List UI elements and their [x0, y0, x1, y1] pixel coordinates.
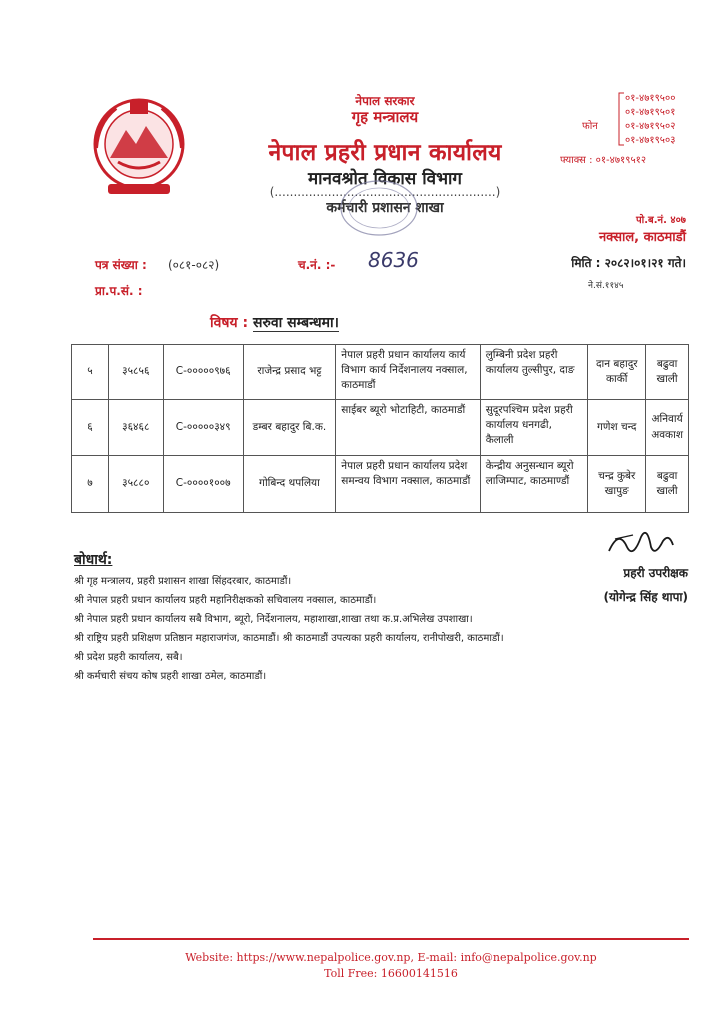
fax-number: फ्याक्स : ०१-४७१९५१२	[560, 155, 647, 166]
table-row	[72, 400, 689, 456]
office-address: नक्साल, काठमाडौं	[598, 230, 686, 245]
dispatch-number: 8636	[368, 248, 419, 272]
transfer-table	[71, 344, 689, 513]
table-cell: केन्द्रीय अनुसन्धान ब्यूरो लाजिम्पाट, काठमाण्डौं	[480, 456, 588, 513]
phone-label: फोन	[582, 121, 598, 132]
ministry-name: गृह मन्त्रालय	[351, 108, 419, 126]
po-box: पो.ब.नं. ४०७	[635, 215, 686, 226]
table-row	[72, 345, 689, 400]
table-cell: सुदूरपश्चिम प्रदेश प्रहरी कार्यालय धनगढी, कैलाली	[480, 400, 588, 456]
table-cell: नेपाल प्रहरी प्रधान कार्यालय प्रदेश समन्वय विभाग नक्साल, काठमाडौं	[336, 456, 480, 513]
table-cell: डम्बर बहादुर बि.क.	[243, 400, 336, 456]
footer-divider	[93, 938, 689, 940]
table-cell: C-००००१००७	[163, 456, 243, 513]
dotted-placeholder: (..........................................................)	[269, 185, 501, 199]
table-cell: नेपाल प्रहरी प्रधान कार्यालय कार्य विभाग कार्य निर्देशनालय नक्साल, काठमाडौं	[336, 345, 480, 400]
office-name: नेपाल प्रहरी प्रधान कार्यालय	[268, 140, 502, 166]
table-cell: ६	[72, 400, 109, 456]
table-cell: ३५८८०	[108, 456, 163, 513]
cc-line: श्री कर्मचारी संचय कोष प्रहरी शाखा ठमेल, काठमाडौं।	[74, 671, 267, 682]
table-cell: साईबर ब्यूरो भोटाहिटी, काठमाडौं	[336, 400, 480, 456]
department-name: मानवश्रोत विकास विभाग	[307, 169, 462, 189]
subject-value: सरुवा सम्बन्धमा।	[252, 315, 339, 331]
table-cell: ३६४६८	[108, 400, 163, 456]
table-cell: बढुवा खाली	[646, 456, 689, 513]
cc-line: श्री राष्ट्रिय प्रहरी प्रशिक्षण प्रतिष्ठान महाराजगंज, काठमाडौं। श्री काठमाडौं उपत्यका प्रहरी कार्यालय, रानीपोखरी, काठमाडौं।	[74, 633, 504, 644]
cc-title: बोधार्थ:	[74, 552, 113, 568]
prapa-label: प्रा.प.सं. :	[95, 284, 143, 298]
table-cell: ३५८५६	[108, 345, 163, 400]
cc-line: श्री गृह मन्त्रालय, प्रहरी प्रशासन शाखा सिंहदरबार, काठमाडौं।	[74, 576, 292, 587]
table-cell: अनिवार्य अवकाश	[646, 400, 689, 456]
cc-line: श्री नेपाल प्रहरी प्रधान कार्यालय सबै विभाग, ब्यूरो, निर्देशनालय, महाशाखा,शाखा तथा क.प्र.अभिलेख उपशाखा।	[74, 614, 473, 625]
table-cell: ७	[72, 456, 109, 513]
dispatch-label: च.नं. :-	[298, 258, 336, 272]
table-cell: C-०००००३४९	[163, 400, 243, 456]
nepal-police-emblem	[88, 92, 190, 200]
table-cell: गणेश चन्द	[588, 400, 646, 456]
subject-line	[210, 313, 339, 332]
phone-number: ०१-४७१९५००	[625, 93, 676, 104]
subject-label: विषय :	[210, 315, 249, 331]
signatory-title: प्रहरी उपरीक्षक	[623, 566, 688, 580]
table-cell: बढुवा खाली	[646, 345, 689, 400]
table-row	[72, 456, 689, 513]
table-cell: C-०००००९७६	[163, 345, 243, 400]
phone-number: ०१-४७१९५०१	[625, 107, 676, 118]
office-stamp	[338, 178, 420, 238]
letter-date: मिति : २०८२।०१।२१ गते।	[571, 256, 686, 270]
table-cell: राजेन्द्र प्रसाद भट्ट	[243, 345, 336, 400]
phone-number: ०१-४७१९५०३	[625, 135, 676, 146]
phone-number: ०१-४७१९५०२	[625, 121, 676, 132]
cc-line: श्री नेपाल प्रहरी प्रधान कार्यालय प्रहरी महानिरीक्षकको सचिवालय नक्साल, काठमाडौं।	[74, 595, 377, 606]
branch-name: कर्मचारी प्रशासन शाखा	[326, 200, 444, 216]
table-cell: ५	[72, 345, 109, 400]
footer-tollfree: Toll Free: 16600141516	[324, 967, 458, 980]
table-cell: गोबिन्द थपलिया	[243, 456, 336, 513]
phone-bracket	[617, 92, 625, 146]
table-cell: दान बहादुर कार्की	[588, 345, 646, 400]
table-cell: लुम्बिनी प्रदेश प्रहरी कार्यालय तुल्सीपुर, दाङ	[480, 345, 588, 400]
footer-website: Website: https://www.nepalpolice.gov.np, E-mail: info@nepalpolice.gov.np	[185, 951, 597, 964]
signatory-name: (योगेन्द्र सिंह थापा)	[603, 590, 688, 604]
ref-label: पत्र संख्या :	[95, 258, 147, 272]
ref-value: (०८१-०८२)	[168, 258, 220, 272]
handwritten-signature	[605, 527, 677, 561]
nepal-sambat-year: ने.सं.११४५	[588, 281, 624, 291]
government-name: नेपाल सरकार	[355, 94, 415, 108]
table-cell: चन्द्र कुबेर खापुङ	[588, 456, 646, 513]
cc-line: श्री प्रदेश प्रहरी कार्यालय, सबै।	[74, 652, 183, 663]
